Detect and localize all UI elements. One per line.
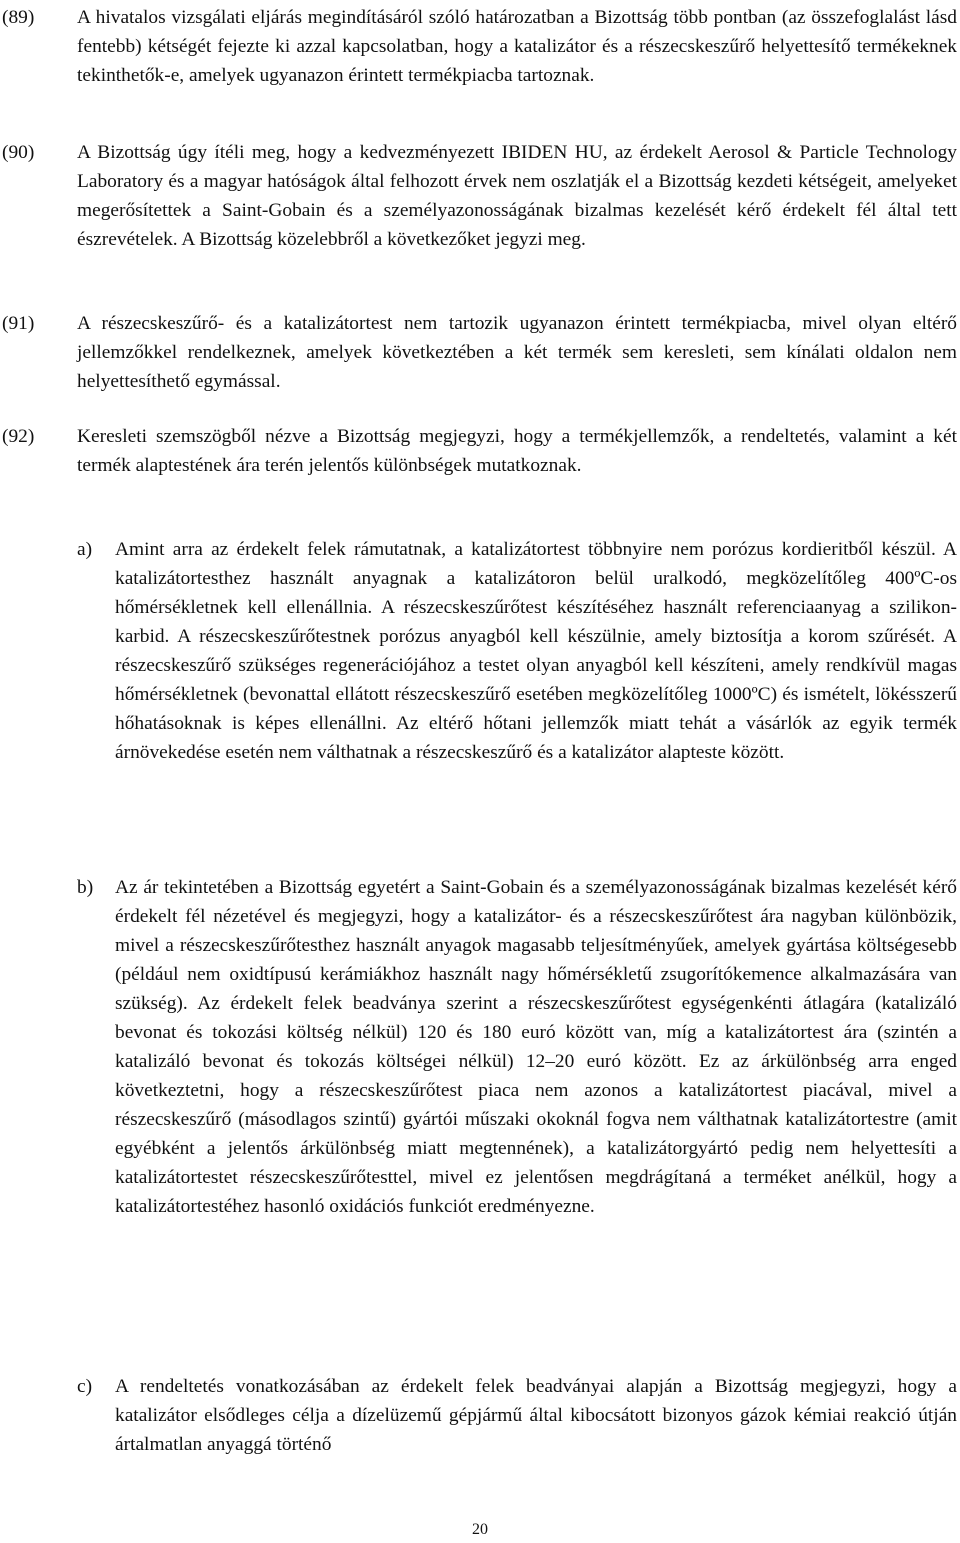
list-item-c: [0, 1372, 957, 1459]
paragraph-number: (92): [2, 426, 35, 447]
page-number: 20: [472, 1521, 488, 1538]
list-item-text: Az ár tekintetében a Bizottság egyetért a Saint-Gobain és a személyazonosságának bizalmas kezelését kérő érdekelt fél nézetével és megjegyzi, hogy a katalizátor- és a részecskeszűrőtest ára nagyban különbözik, mivel a részecskeszűrőtesthez használt anyagok magasabb teljesítményűek, amelyek gyártása költségesebb (például nem oxidtípusú kerámiákhoz használt nagy hőmérsékletű zsugorítókemence alkalmazására van szükség). Az érdekelt felek beadványa szerint a részecskeszűrőtest egységenkénti átlagára (katalizáló bevonat és tokozási költség nélkül) 120 és 180 euró között van, míg a katalizátortest ára (szintén a katalizáló bevonat és tokozás költségei nélkül) 12–20 euró között. Ez az árkülönbség arra enged következtetni, hogy a részecskeszűrőtest piaca nem azonos a katalizátortest piacával, mivel a részecskeszűrő (másodlagos szintű) gyártói műszaki okoknál fogva nem válthatnak katalizátortestre (amit egyébként a jelentős árkülönbség miatt megtennének), a katalizátorgyártó pedig nem helyettesíti a katalizátortestet részecskeszűrőtesttel, mivel ez jelentősen megdrágítaná a terméket anélkül, hogy a katalizátortestéhez hasonló oxidációs funkciót eredményezne.: [115, 877, 957, 1217]
paragraph-91: [0, 309, 957, 396]
paragraph-number: (90): [2, 142, 35, 163]
list-item-a: [0, 535, 957, 767]
list-item-text: A rendeltetés vonatkozásában az érdekelt felek beadványai alapján a Bizottság megjegyzi, hogy a katalizátor elsődleges célja a dízelüzemű gépjármű által kibocsátott bizonyos gázok kémiai reakció útján ártalmatlan anyaggá történő: [115, 1376, 957, 1455]
list-item-label: b): [77, 877, 94, 898]
paragraph-text: A hivatalos vizsgálati eljárás megindításáról szóló határozatban a Bizottság több pontban (az összefoglalást lásd fentebb) kétségét fejezte ki azzal kapcsolatban, hogy a katalizátor és a részecskeszűrő helyettesítő termékeknek tekinthetők-e, amelyek ugyanazon érintett termékpiacba tartoznak.: [77, 7, 957, 86]
paragraph-number: (89): [2, 7, 35, 28]
paragraph-text: A Bizottság úgy ítéli meg, hogy a kedvezményezett IBIDEN HU, az érdekelt Aerosol & Particle Technology Laboratory és a magyar hatóságok által felhozott érvek nem oszlatják el a Bizottság kezdeti kétségeit, amelyeket megerősítettek a Saint-Gobain és a személyazonosságának bizalmas kezelését kérő érdekelt fél által tett észrevételek. A Bizottság közelebbről a következőket jegyzi meg.: [77, 142, 957, 250]
paragraph-text: Keresleti szemszögből nézve a Bizottság megjegyzi, hogy a termékjellemzők, a rendeltetés, valamint a két termék alaptestének ára terén jelentős különbségek mutatkoznak.: [77, 426, 957, 476]
list-item-b: [0, 873, 957, 1221]
list-item-label: a): [77, 539, 93, 560]
paragraph-number: (91): [2, 313, 35, 334]
paragraph-text: A részecskeszűrő- és a katalizátortest nem tartozik ugyanazon érintett termékpiacba, mivel olyan eltérő jellemzőkkel rendelkeznek, amelyek következtében a két termék sem keresleti, sem kínálati oldalon nem helyettesíthető egymással.: [77, 313, 957, 392]
paragraph-89: [0, 3, 957, 90]
paragraph-92: [0, 422, 957, 480]
list-item-label: c): [77, 1376, 93, 1397]
paragraph-90: [0, 138, 957, 254]
list-item-text: Amint arra az érdekelt felek rámutatnak, a katalizátortest többnyire nem porózus kordieritből készül. A katalizátortesthez használt anyagnak a katalizátoron belül uralkodó, megközelítőleg 400ºC-os hőmérsékletnek kell ellenállnia. A részecskeszűrőtest készítéséhez használt referenciaanyag a szilikon-karbid. A részecskeszűrőtestnek porózus anyagból kell készülnie, amely biztosítja a korom szűrését. A részecskeszűrő szükséges regenerációjához a testet olyan anyagból kell készíteni, amely rendkívül magas hőmérsékletnek (bevonattal ellátott részecskeszűrő esetében megközelítőleg 1000ºC) és ismételt, lökésszerű hőhatásoknak is képes ellenállni. Az eltérő hőtani jellemzők miatt tehát a vásárlók az egyik termék árnövekedése esetén nem válthatnak a részecskeszűrő és a katalizátor alapteste között.: [115, 539, 957, 763]
